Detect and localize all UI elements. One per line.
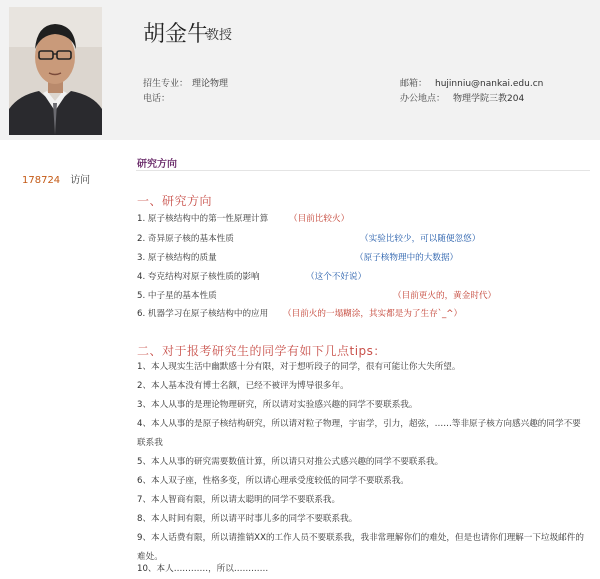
tips-heading: 二、对于报考研究生的同学有如下几点tips： [137,344,386,358]
major-row [143,76,228,89]
email-row [400,76,543,89]
major-value: 理论物理 [192,79,229,89]
tip-item-3: 3、本人从事的是理论物理研究，所以请对实验感兴趣的同学不要联系我。 [137,400,418,410]
tip-item-2: 2、本人基本没有博士名额，已经不被评为博导很多年。 [137,381,349,391]
research-note-3: （原子核物理中的大数据） [355,253,459,263]
research-heading: 一、研究方向 [137,194,213,208]
tip-item-5: 5、本人从事的研究需要数值计算，所以请只对推公式感兴趣的同学不要联系我。 [137,457,444,467]
research-note-1: （目前比较火） [289,214,350,224]
section-divider [136,170,590,171]
portrait-image [9,7,102,135]
research-note-4: （这个不好说） [306,272,367,282]
major-label: 招生专业： [143,79,189,89]
tip-item-6: 6、本人双子座，性格多变，所以请心理承受度较低的同学不要联系我。 [137,476,409,486]
research-item-2: 2. 奇异原子核的基本性质 [137,234,234,244]
professor-title: 教授 [206,28,233,43]
section-heading-research[interactable]: 研究方向 [137,159,177,170]
visit-label: 访问 [70,175,91,186]
research-item-5: 5. 中子星的基本性质 [137,291,217,301]
profile-photo [9,7,102,135]
tip-item-4: 4、本人从事的是原子核结构研究，所以请对粒子物理，宇宙学，引力，超弦，……等非原子核方向感兴趣的同学不要联系我 [137,419,581,448]
profile-header [0,0,600,140]
tip-item-10: 10、本人…………，所以………… [137,564,269,574]
email-label: 邮箱： [400,79,428,89]
research-item-6: 6. 机器学习在原子核结构中的应用 [137,309,269,319]
research-note-2: （实验比较少，可以随便忽悠） [360,234,481,244]
tip-item-9: 9、本人话费有限，所以请推销XX的工作人员不要联系我，我非常理解你们的难处，但是也请你们理解一下垃圾邮件的难处。 [137,533,584,562]
phone-row [143,91,170,104]
visit-counter [22,171,90,186]
research-item-3: 3. 原子核结构的质量 [137,253,217,263]
email-value[interactable]: hujinniu@nankai.edu.cn [435,79,544,89]
office-row [400,91,524,104]
research-note-6: （目前火的一塌糊涂，其实都是为了生存`_^） [283,309,463,319]
tip-item-8: 8、本人时间有限，所以请平时事儿多的同学不要联系我。 [137,514,358,524]
professor-name: 胡金牛 [143,22,210,47]
tip-item-7: 7、本人智商有限，所以请太聪明的同学不要联系我。 [137,495,341,505]
office-label: 办公地点： [400,94,446,104]
visit-count: 178724 [22,175,61,186]
research-note-5: （目前更火的，黄金时代） [393,291,497,301]
tip-item-1: 1、本人现实生活中幽默感十分有限，对于想听段子的同学，很有可能让你大失所望。 [137,362,461,372]
research-item-4: 4. 夸克结构对原子核性质的影响 [137,272,260,282]
research-item-1: 1. 原子核结构中的第一性原理计算 [137,214,269,224]
phone-label: 电话： [143,94,171,104]
office-value: 物理学院三教204 [453,94,525,104]
